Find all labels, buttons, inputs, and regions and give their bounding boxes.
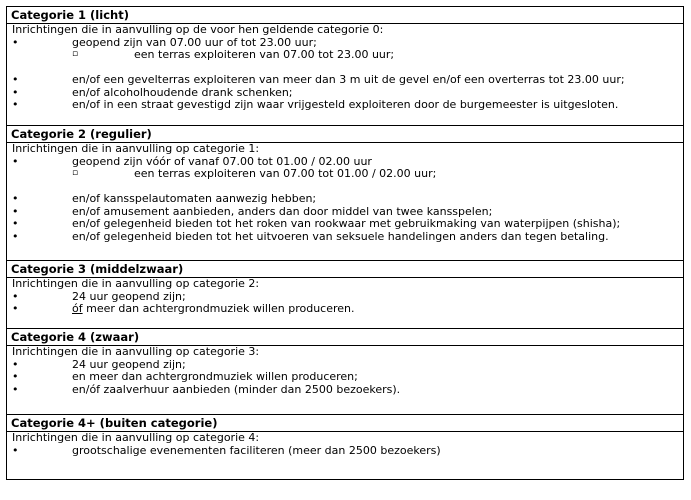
list-item: • en/of een gevelterras exploiteren van meer dan 3 m uit de gevel en/of een overterras tot 23.00 uur;	[12, 73, 625, 86]
emphasis-underlined: óf	[72, 302, 83, 315]
list-item: • 24 uur geopend zijn;	[12, 357, 186, 371]
category-table	[6, 6, 684, 480]
bullet-icon: •	[12, 154, 19, 168]
category-4-intro: Inrichtingen die in aanvulling op categorie 3:	[12, 345, 260, 358]
category-1-body	[7, 24, 683, 126]
bullet-icon: •	[12, 85, 19, 99]
list-item: • 24 uur geopend zijn;	[12, 289, 186, 303]
list-subitem: ▫ een terras exploiteren van 07.00 tot 23.00 uur;	[72, 48, 395, 61]
bullet-icon: •	[12, 98, 19, 111]
list-item: • geopend zijn vóór of vanaf 07.00 tot 01.00 / 02.00 uur	[12, 154, 372, 168]
category-4plus-title: Categorie 4+ (buiten categorie)	[7, 415, 683, 432]
category-2-intro: Inrichtingen die in aanvulling op categorie 1:	[12, 142, 260, 155]
list-item: • óf meer dan achtergrondmuziek willen produceren.	[12, 302, 355, 315]
sub-bullet-icon: ▫	[72, 168, 79, 178]
bullet-icon: •	[12, 192, 19, 205]
category-3-body	[7, 278, 683, 329]
list-item: • en meer dan achtergrondmuziek willen produceren;	[12, 370, 358, 383]
bullet-icon: •	[12, 229, 19, 243]
list-item: • geopend zijn van 07.00 uur of tot 23.00 uur;	[12, 35, 317, 49]
category-4plus-intro: Inrichtingen die in aanvulling op categorie 4:	[12, 431, 260, 444]
sub-bullet-icon: ▫	[72, 49, 79, 59]
list-item: • en/óf zaalverhuur aanbieden (minder dan 2500 bezoekers).	[12, 382, 401, 396]
category-3-title: Categorie 3 (middelzwaar)	[7, 261, 683, 278]
category-1-intro: Inrichtingen die in aanvulling op de voor hen geldende categorie 0:	[12, 23, 384, 36]
category-1-title: Categorie 1 (licht)	[7, 7, 683, 24]
bullet-icon: •	[12, 204, 19, 218]
list-item: • en/of in een straat gevestigd zijn waar vrijgesteld exploiteren door de burgemeester is uitgesloten.	[12, 98, 619, 111]
bullet-icon: •	[12, 73, 19, 86]
bullet-icon: •	[12, 357, 19, 371]
bullet-icon: •	[12, 302, 19, 315]
list-item: • en/of gelegenheid bieden tot het uitvoeren van seksuele handelingen anders dan tegen betaling.	[12, 229, 609, 243]
category-4plus-body	[7, 432, 683, 479]
bullet-icon: •	[12, 443, 19, 457]
list-item: • grootschalige evenementen faciliteren (meer dan 2500 bezoekers)	[12, 443, 441, 457]
category-2-body	[7, 143, 683, 261]
list-item: • en/of amusement aanbieden, anders dan door middel van twee kansspelen;	[12, 204, 493, 218]
bullet-icon: •	[12, 370, 19, 383]
bullet-icon: •	[12, 289, 19, 303]
bullet-icon: •	[12, 217, 19, 230]
bullet-icon: •	[12, 35, 19, 49]
category-3-intro: Inrichtingen die in aanvulling op categorie 2:	[12, 277, 260, 290]
category-4-body	[7, 346, 683, 415]
list-item: • en/of kansspelautomaten aanwezig hebben;	[12, 192, 317, 205]
list-item: • en/of alcoholhoudende drank schenken;	[12, 85, 293, 99]
list-subitem: ▫ een terras exploiteren van 07.00 tot 01.00 / 02.00 uur;	[72, 167, 437, 180]
list-item: • en/of gelegenheid bieden tot het roken van rookwaar met gebruikmaking van waterpijpen (shisha);	[12, 217, 621, 230]
bullet-icon: •	[12, 382, 19, 396]
category-2-title: Categorie 2 (regulier)	[7, 126, 683, 143]
category-4-title: Categorie 4 (zwaar)	[7, 329, 683, 346]
